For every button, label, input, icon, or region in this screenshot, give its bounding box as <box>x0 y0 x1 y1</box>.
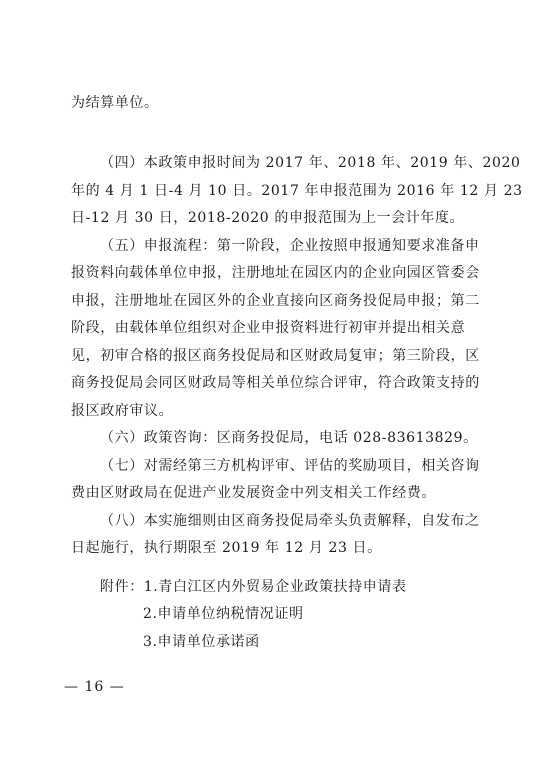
paragraph-7-line: （七）对需经第三方机构评审、评估的奖励项目，相关咨询 <box>100 458 480 474</box>
paragraph-5-line: 报区政府审议。 <box>71 403 174 419</box>
paragraph-7-line: 费由区财政局在促进产业发展资金中列支相关工作经费。 <box>71 485 436 501</box>
paragraph-6-line: （六）政策咨询：区商务投促局，电话 028-83613829。 <box>100 430 478 446</box>
paragraph-8-line: 日起施行，执行期限至 2019 年 12 月 23 日。 <box>71 540 382 556</box>
paragraph-5-line: 见，初审合格的报区商务投促局和区财政局复审；第三阶段，区 <box>71 348 480 364</box>
paragraph-4-line: （四）本政策申报时间为 2017 年、2018 年、2019 年、2020 <box>100 155 521 171</box>
paragraph-5-line: 商务投促局会同区财政局等相关单位综合评审，符合政策支持的 <box>71 375 480 391</box>
paragraph-5-line: 阶段，由载体单位组织对企业申报资料进行初审并提出相关意 <box>71 320 466 336</box>
paragraph-4-line: 日-12 月 30 日，2018-2020 的申报范围为上一会计年度。 <box>71 210 465 226</box>
paragraph-8-line: （八）本实施细则由区商务投促局牵头负责解释，自发布之 <box>100 513 480 529</box>
attachment-item-2: 2.申请单位纳税情况证明 <box>143 606 304 622</box>
attachment-item-1: 附件：1.青白江区内外贸易企业政策扶持申请表 <box>100 579 407 595</box>
paragraph-5-line: 申报，注册地址在园区外的企业直接向区商务投促局申报；第二 <box>71 293 480 309</box>
paragraph-5-line: （五）申报流程：第一阶段，企业按照申报通知要求准备申 <box>100 238 480 254</box>
paragraph-3-line: 为结算单位。 <box>71 95 159 111</box>
paragraph-4-line: 年的 4 月 1 日-4 月 10 日。2017 年申报范围为 2016 年 12 月 23 <box>71 183 523 199</box>
paragraph-5-line: 报资料向载体单位申报，注册地址在园区内的企业向园区管委会 <box>71 265 480 281</box>
page-number: — 16 — <box>64 679 125 695</box>
attachment-item-3: 3.申请单位承诺函 <box>143 634 260 650</box>
